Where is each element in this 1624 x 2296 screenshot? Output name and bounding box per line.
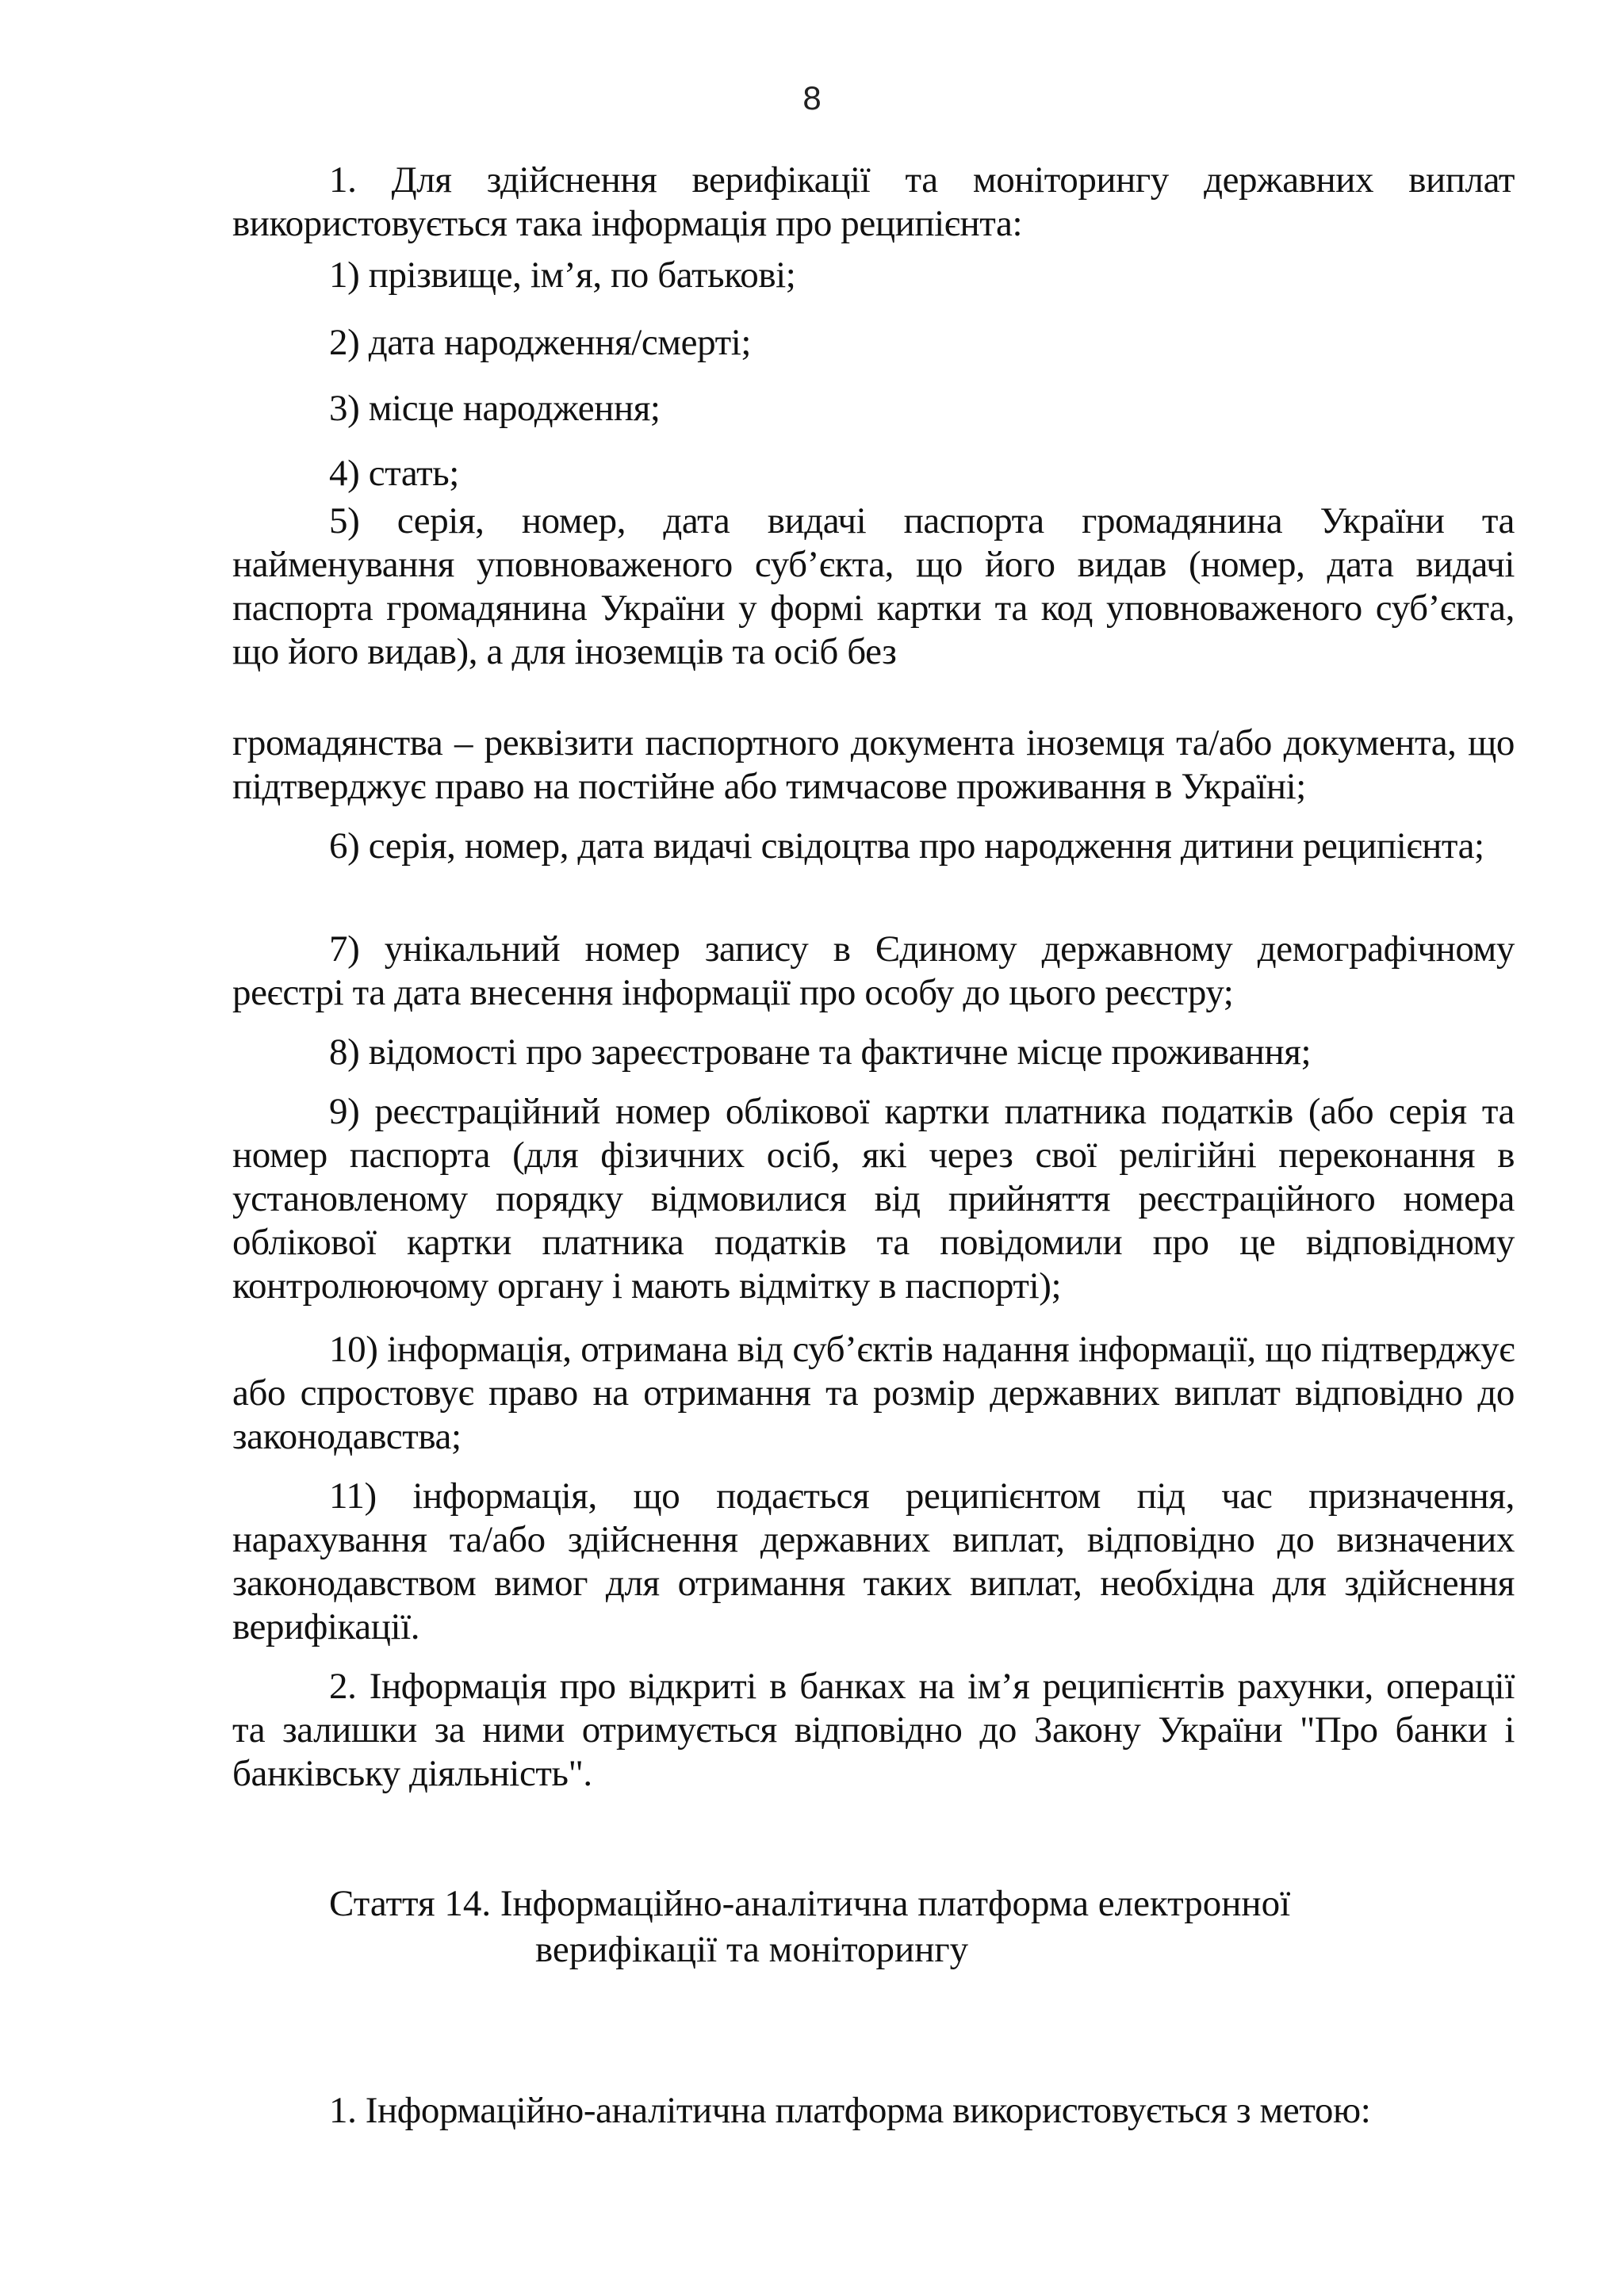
- list-item-10: 10) інформація, отримана від суб’єктів надання інформації, що підтверджує або спростовує право на отримання та розмір державних виплат відповідно до законодавства;: [232, 1329, 1515, 1457]
- list-item-3: 3) місце народження;: [329, 388, 661, 429]
- list-item-7: 7) унікальний номер запису в Єдиному державному демографічному реєстрі та дата внесення інформації про особу до цього реєстру;: [232, 928, 1515, 1013]
- article-heading-line-2: верифікації та моніторингу: [535, 1929, 969, 1970]
- article-heading-line-1: Стаття 14. Інформаційно-аналітична платформа електронної: [329, 1883, 1291, 1924]
- paragraph-1: 1. Для здійснення верифікації та моніторингу державних виплат використовується така інформація про реципієнта:: [232, 159, 1515, 244]
- list-item-11: 11) інформація, що подається реципієнтом під час призначення, нарахування та/або здійснення державних виплат, відповідно до визначених законодавством вимог для отримання таких виплат, необхідна для здійснення верифікації.: [232, 1475, 1515, 1647]
- article-paragraph-1: 1. Інформаційно-аналітична платформа використовується з метою:: [329, 2090, 1371, 2131]
- page-number: 8: [802, 79, 822, 117]
- list-item-5-part-b: громадянства – реквізити паспортного документа іноземця та/або документа, що підтверджує право на постійне або тимчасове проживання в Україні;: [232, 722, 1515, 807]
- article-heading: [329, 1881, 1439, 1973]
- paragraph-2: 2. Інформація про відкриті в банках на ім’я реципієнтів рахунки, операції та залишки за ними отримується відповідно до Закону України "Про банки і банківську діяльність".: [232, 1666, 1515, 1794]
- list-item-1: 1) прізвище, ім’я, по батькові;: [329, 254, 796, 296]
- list-item-4: 4) стать;: [329, 453, 459, 494]
- list-item-2: 2) дата народження/смерті;: [329, 322, 752, 363]
- list-item-5-part-a: 5) серія, номер, дата видачі паспорта громадянина України та найменування уповноваженого суб’єкта, що його видав (номер, дата видачі паспорта громадянина України у формі картки та код уповноваженого суб’єкта, що його видав), а для іноземців та осіб без: [232, 500, 1515, 672]
- list-item-6: 6) серія, номер, дата видачі свідоцтва про народження дитини реципієнта;: [329, 825, 1484, 867]
- list-item-9: 9) реєстраційний номер облікової картки платника податків (або серія та номер паспорта (для фізичних осіб, які через свої релігійні переконання в установленому порядку відмовилися від прийняття реєстраційного номера облікової картки платника податків та повідомили про це відповідному контролюючому органу і мають відмітку в паспорті);: [232, 1091, 1515, 1307]
- list-item-8: 8) відомості про зареєстроване та фактичне місце проживання;: [329, 1031, 1312, 1073]
